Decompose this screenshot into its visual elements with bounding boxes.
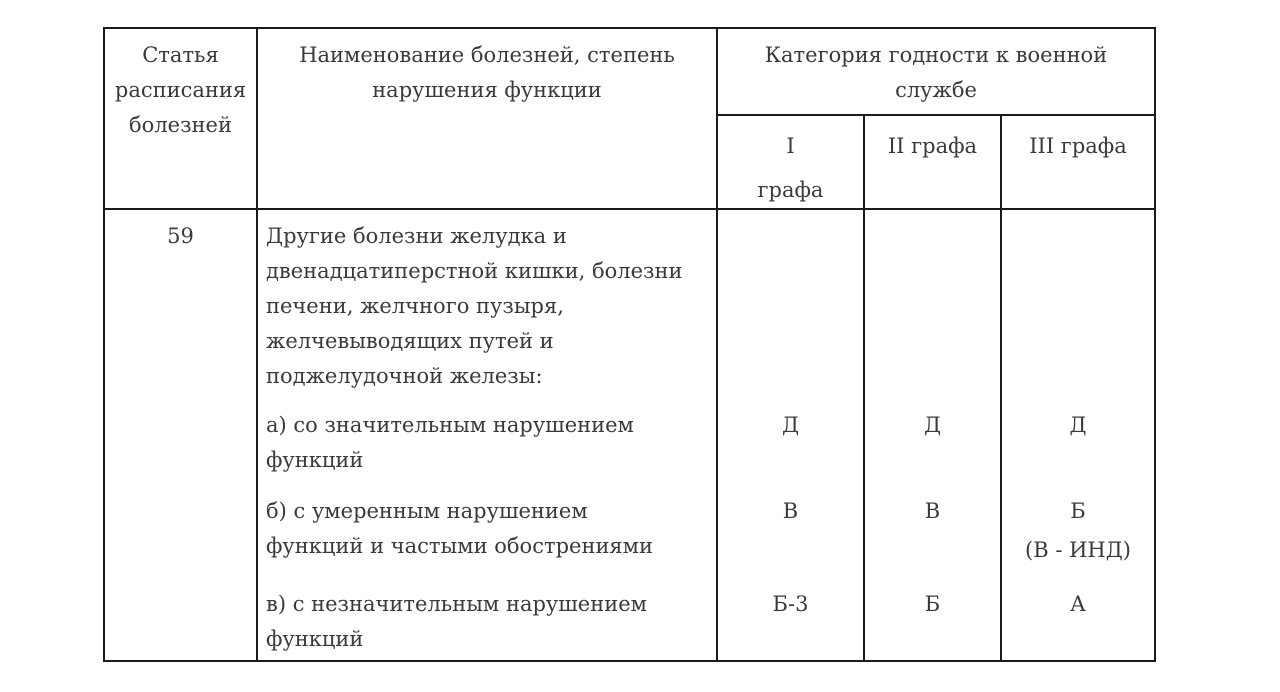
article-number	[105, 219, 256, 254]
header-text: Статья	[142, 43, 219, 67]
header-category	[718, 38, 1154, 108]
header-article	[105, 38, 256, 143]
header-divider	[105, 208, 1154, 210]
col-divider	[1000, 114, 1002, 660]
header-text: III графа	[1029, 134, 1127, 158]
header-graph-1	[718, 124, 863, 212]
item-line: функций и частыми обострениями	[266, 534, 654, 558]
disease-title	[266, 219, 714, 394]
item-b-graph-1: В	[782, 499, 799, 523]
item-line: а) со значительным нарушением	[266, 413, 634, 437]
item-line: функций	[266, 448, 364, 472]
grade-text: Б	[1070, 499, 1086, 523]
item-c-graph-1: Б-3	[772, 592, 809, 616]
title-line: Другие болезни желудка и	[266, 224, 567, 248]
item-line: б) с умеренным нарушением	[266, 499, 588, 523]
item-a-graph-1: Д	[781, 413, 800, 437]
header-graph-3	[1002, 124, 1154, 168]
item-b-label	[266, 494, 714, 564]
col-divider	[256, 29, 258, 660]
header-text: расписания	[114, 78, 247, 102]
item-a-graph-3: Д	[1069, 413, 1087, 437]
title-line: поджелудочной железы:	[266, 364, 543, 388]
header-text: Наименование болезней, степень	[299, 43, 675, 67]
item-c-graph-2: Б	[924, 592, 941, 616]
item-a-graph-2: Д	[923, 413, 942, 437]
title-line: двенадцатиперстной кишки, болезни	[266, 259, 683, 283]
item-line: в) с незначительным нарушением	[266, 592, 647, 616]
article-text: 59	[167, 224, 194, 248]
header-text: болезней	[129, 113, 232, 137]
item-b-graph-3	[1002, 494, 1154, 571]
item-b-graph-2: В	[924, 499, 941, 523]
item-c-label	[266, 587, 714, 657]
header-text: графа	[757, 178, 824, 202]
header-name	[258, 38, 716, 108]
header-graph-2	[865, 124, 1000, 168]
title-line: желчевыводящих путей и	[266, 329, 554, 353]
item-line: функций	[266, 627, 364, 651]
item-c-graph-3: А	[1070, 592, 1086, 616]
col-divider	[863, 114, 865, 660]
title-line: печени, желчного пузыря,	[266, 294, 564, 318]
header-text: Категория годности к военной	[764, 43, 1108, 67]
header-text: I	[786, 134, 795, 158]
header-text: II графа	[887, 134, 978, 158]
header-text: нарушения функции	[372, 78, 602, 102]
item-a-label	[266, 408, 714, 478]
fitness-category-table	[103, 27, 1156, 662]
subheader-divider	[716, 114, 1154, 116]
header-text: службе	[895, 78, 977, 102]
grade-note: (В - ИНД)	[1025, 538, 1131, 562]
